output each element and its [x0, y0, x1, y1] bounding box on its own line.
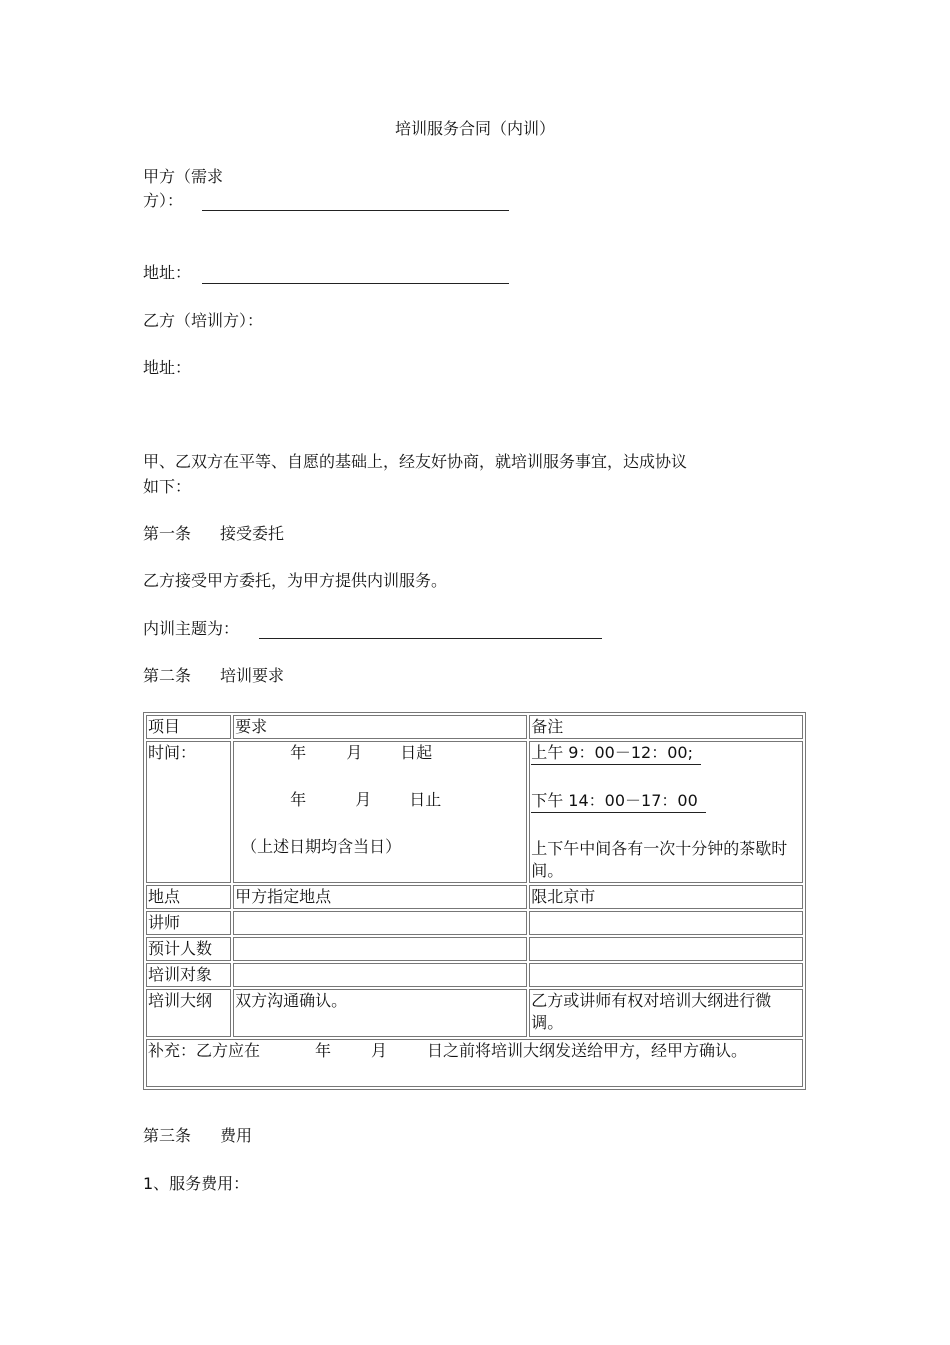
- lecturer-remarks: [529, 911, 803, 935]
- table-header-row: [146, 715, 803, 739]
- table-row: [146, 885, 803, 909]
- location-remarks: 限北京市: [529, 885, 803, 909]
- supplement-prefix: 补充：乙方应在: [148, 1041, 261, 1060]
- start-day: 日起: [400, 743, 433, 762]
- headcount-remarks: [529, 937, 803, 961]
- article3-item1: 1、服务费用：: [143, 1174, 250, 1193]
- headcount-label: 预计人数: [146, 937, 231, 961]
- table-row: [146, 989, 803, 1037]
- party-a-label-line1: 甲方（需求: [143, 167, 224, 186]
- outline-label: 培训大纲: [146, 989, 231, 1037]
- header-requirement: 要求: [233, 715, 527, 739]
- location-label: 地点: [146, 885, 231, 909]
- table-row: [146, 937, 803, 961]
- party-a-name-blank: [202, 210, 509, 211]
- intro-line1: 甲、乙双方在平等、自愿的基础上，经友好协商，就培训服务事宜，达成协议: [143, 452, 688, 471]
- end-date-line: [235, 789, 525, 811]
- location-requirement: 甲方指定地点: [233, 885, 527, 909]
- headcount-requirement: [233, 937, 527, 961]
- article1-body: 乙方接受甲方委托，为甲方提供内训服务。: [143, 571, 448, 590]
- time-remarks: [529, 741, 803, 883]
- end-year: 年: [290, 790, 307, 809]
- morning-hours: 上午 9：00－12：00;: [531, 742, 701, 765]
- afternoon-hours: 下午 14：00－17：00: [531, 790, 706, 813]
- table-row: [146, 911, 803, 935]
- article3-number: 第三条: [143, 1126, 192, 1145]
- supplement-row: [146, 1039, 803, 1087]
- audience-label: 培训对象: [146, 963, 231, 987]
- article3-heading: 费用: [220, 1126, 253, 1145]
- date-note: （上述日期均含当日）: [241, 837, 402, 856]
- outline-requirement: 双方沟通确认。: [233, 989, 527, 1037]
- supplement-month: 月: [371, 1041, 388, 1060]
- time-row: [146, 741, 803, 883]
- training-requirements-table: [143, 712, 806, 1090]
- article2-number: 第二条: [143, 666, 192, 685]
- party-b-address-label: 地址：: [143, 358, 192, 377]
- end-month: 月: [355, 790, 372, 809]
- supplement-year: 年: [315, 1041, 332, 1060]
- start-month: 月: [346, 743, 363, 762]
- article1-number: 第一条: [143, 524, 192, 543]
- end-day: 日止: [409, 790, 442, 809]
- topic-label: 内训主题为：: [143, 619, 240, 638]
- article1-heading: 接受委托: [220, 524, 285, 543]
- party-a-address-label: 地址：: [143, 263, 192, 282]
- audience-requirement: [233, 963, 527, 987]
- time-label: 时间：: [146, 741, 231, 883]
- table-row: [146, 963, 803, 987]
- start-year: 年: [290, 743, 307, 762]
- topic-blank: [259, 638, 602, 639]
- lecturer-requirement: [233, 911, 527, 935]
- audience-remarks: [529, 963, 803, 987]
- header-item: 项目: [146, 715, 231, 739]
- supplement-cell: [146, 1039, 803, 1087]
- header-remarks: 备注: [529, 715, 803, 739]
- outline-remarks: 乙方或讲师有权对培训大纲进行微调。: [529, 989, 803, 1037]
- intro-line2: 如下：: [143, 477, 192, 496]
- break-note: 上下午中间各有一次十分钟的茶歇时间。: [531, 839, 788, 880]
- article2-heading: 培训要求: [220, 666, 285, 685]
- supplement-rest: 日之前将培训大纲发送给甲方，经甲方确认。: [427, 1041, 748, 1060]
- party-b-label: 乙方（培训方）：: [143, 311, 264, 330]
- party-a-label-line2: 方）：: [143, 191, 184, 210]
- party-a-address-blank: [202, 283, 509, 284]
- time-requirement: [233, 741, 527, 883]
- start-date-line: [235, 742, 525, 764]
- page-title: 培训服务合同（内训）: [394, 119, 555, 138]
- lecturer-label: 讲师: [146, 911, 231, 935]
